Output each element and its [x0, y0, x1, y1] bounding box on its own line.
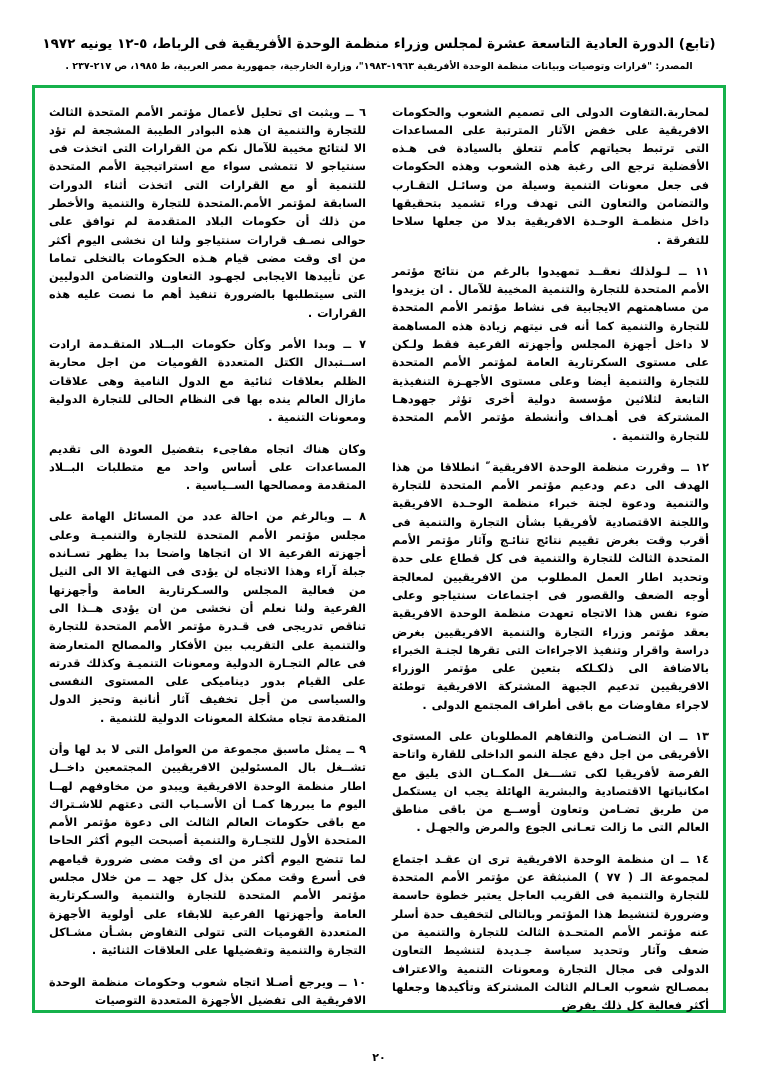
column-right [392, 104, 709, 1013]
column-left [49, 104, 366, 1007]
two-column-body [49, 104, 709, 1013]
paragraph: وكان هناك اتجاه مفاجىء بتفضيل العودة الى تقديم المساعدات على أساس واحد مع متطلبات البــلاد المتقدمة ومصالحها الســياسية . [49, 442, 366, 493]
paragraph: ٩ ــ يمثل ماسبق مجموعة من العوامل التى لا بد لها وأن تشــغل بال المسئولين الافريقيين المجتمعين داخــل اطار منظمة الوحدة الافريقية ويبدو من مخاوفهم لهــا اليوم ما يبررها كمـا أن الأسـباب التى دعتهم للاشـتراك مع باقى حكومات العالم الثالث الى دعوة مؤتمر الأمم المتحدة الأول للتجـارة والتنمية أصبحت اليوم أكثر الحاحا لما تتضح اليوم أكثر من اى وقت مضى ضرورة قيامهم فى أسرع وقت ممكن بذل كل جهد ــ من خلال مجلس مؤتمر الأمم المتحدة للتجارة والتنمية والسـكرتارية العامة وأجهزتها الفرعية للابقاء على أولوية الأجهزة المتعددة القوميات التى تتولى التفاوض بشـأن مشـاكل التجارة والتنمية وتفضيلها على العلاقات الثنائية . [49, 743, 366, 958]
content-frame [32, 85, 726, 1013]
paragraph: لمحاربة.التفاوت الدولى الى تصميم الشعوب والحكومات الافريقية على خفض الآثار المترتبة على المساعدات التى ترتبط بحياتهم كأمم تتعلق بالسيادة فى هـذه الأفضلية ترجع الى رغبة هذه الشعوب وهذه الحكومات فى جعل معونات التنمية وسيلة من وسائـل التقـارب والتضامن والتعاون التى تهدف وراء تشميد بتحقيقها داخل منظمـة الوحـدة الافريقية بدلا من جعلها سلاحا للتفرقة . [392, 105, 709, 247]
paragraph: ١٤ ــ ان منظمة الوحدة الافريقية ترى ان عقـد اجتماع لمجموعة الـ ( ٧٧ ) المنبثقة عن مؤتمر الأمم المتحدة للتجارة والتنمية فى القريب العاجل يعتبر خطوة حاسمة وضرورة لتنشيط هذا المؤتمر وبالتالى لتخفيف حدة أسلر عنه مؤتمر الأمم المتحـدة الثالث للتجارة والتنمية من ضعف وآثار وتحديد سياسة جـديدة لتنشيط التعاون الدولى فى مجال التجارة ومعونات التنمية والاعتراف بمصـالح شعوب العـالم الثالث المشتركة وتأكيدها وجعلها أكثر فعالية كل ذلك يفرض [392, 852, 709, 1013]
source-line: المصدر: "قرارات وتوصيات وبيانات منظمة الوحدة الأفريقية ١٩٦٣-١٩٨٣"، وزارة الخارجية، جمهورية مصر العربية، ط ١٩٨٥، ص ٢١٧-٢٣٧ . [65, 61, 693, 73]
paragraph: ١٢ ــ وقررت منظمة الوحدة الافريقية ّ انطلاقا من هذا الهدف الى دعم ودعيم مؤتمر الأمم المتحدة للتجارة والتنمية ودعوة لجنة خبراء منظمة الوحـدة الافريقية واللجنة الاقتصادية لأفريقيا بشأن التجارة والتنمية فى أقرب وقت بغرض تقييم نتائج تنائـج وآثار مؤتمر الأمم المتحدة الثالث للتجارة والتنمية فى كل قطاع على حدة وتحديد اطار العمل المطلوب من الافريقيين لمعالجة أوجه الضعف والقصور فى اجتماعات سنتياجو وعلى ضوء نفس هذا الاتجاه تعهدت منظمة الوحدة الافريقية بعقد مؤتمر وزراء التجارة والتنمية الافريقيين بغرض دراسة واقرار وتنفيذ الاجراءات التى تقرها لجنـة الخبراء بالاضافة الى ذلكـلكه بتعين على مؤتمر الوزراء الافريقيين تدعيم الجبهة المشتركة الافريقية توطئة لاجراء مفاوضات مع باقى أطراف المجتمع الدولى . [392, 460, 709, 712]
paragraph: ١١ ــ لـولذلك نعقــد تمهيدوا بالرغم من نتائج مؤتمر الأمم المتحدة للتجارة والتنمية المخيبة للآمال . ان يزيدوا من مساهمتهم الايجابية فى نشاط مؤتمر الأمم المتحدة للتجارة والتنمية كما أنه فى نيتهم زيادة هذه المساهمة لا داخل أجهزة المجلس وأجهزته الفرعية فقط ولـكن على مستوى السكرتارية العامة لمؤتمر الأمم المتحدة للتجارة والتنمية أيضا وعلى مستوى الأجهـزة التنفيذية التابعة لثلاثين مؤسسة دولية أخرى تؤثر جهودهـا المشتركة فى أهـداف وأنشطة مؤتمر الأمم المتحدة للتجارة والتنمية . [392, 264, 709, 443]
paragraph: ٦ ــ ويثبت اى تحليل لأعمال مؤتمر الأمم المتحدة الثالث للتجارة والتنمية ان هذه البوادر الطيبة المشجعة لم تؤد الا لنتائج مخيبة للآمال نكم من القرارات التى اتخذت فى سنتياجو لا تتمشى سواء مع استراتيجية الأمم المتحدة للتنمية أو مع القرارات التى اتخذت أثناء الدورات السابقة لمؤتمر الأمم.المتحدة للتجارة والتنمية والأخطر من ذلك أن حكومات البلاد المتقدمة لم توافق على حوالى نصـف قرارات سنتياجو ولنا ان نخشى اليوم أكثر من اى وقت مضى قيام هـذه الحكومات بالتخلى تماما عن تأييدها الايجابى لجهـود التعاون والتضامن الدوليين التى سيتطلبها بالضرورة تنفيذ أهم ما نصت عليه هذه القرارات . [49, 105, 366, 320]
page-number: ٢٠ [372, 1051, 386, 1064]
paragraph: ٧ ــ وبدا الأمر وكأن حكومات البــلاد المتقـدمة ارادت اســتبدال الكتل المتعددة القوميات من اجل محاربة الظلم بعلاقات ثنائية مع الدول النامية وهى علاقات مازال العالم ينده بها فى النظام الحالى للتجارة الدولية ومعونات التنمية . [49, 338, 366, 425]
paragraph: ١٣ ــ ان التضـامن والتفاهم المطلوبان على المستوى الأفريقى من اجل دفع عجلة النمو الداخلى للقارة واتاحة الفرصة لأفريقيا لكى تشـــغل المكــان الذى يليق مع امكانياتها الاقتصادية والبشرية الهائلة يجب ان يستكمل من طريق تضـامن وتعاون أوســع من باقى مناطق العالم التى ما زالت تعـانى الجوع والمرض والجهـل . [392, 730, 709, 835]
paragraph: ٨ ــ وبالرغم من احالة عدد من المسائل الهامة على مجلس مؤتمر الأمم المتحدة للتجارة والتنميـة وعلى أجهزته الفرعية الا ان اتجاها واضحا بدا يظهر تسـانده جبلة آراء وهذا الاتجاه لن يؤدى فى النهاية الا الى النيل من فعالية المجلس والسـكرتارية العامة وأجهزتها الفرعية ولنا نعلم أن نخشى من ان يؤدى هــذا الى تناقص تدريجى فى قـدرة مؤتمر الأمم المتحدة للتجارة والتنمية على التقريب بين الأفكار والمصالح المتعارضة فى عالم التجـارة الدولية ومعونات التنميـة وكذلك قدرته على القيام بدور ديناميكى على المستوى النفسى والسياسى من أجل تخفيف آثار أنانية وتحيز الدول المتقدمة تجاه مشكلة المعونات الدولية للتنمية . [49, 510, 366, 725]
page-title: (تابع) الدورة العادية التاسعة عشرة لمجلس وزراء منظمة الوحدة الأفريقية فى الرباط، ٥-١٢ يونيه ١٩٧٢ [42, 36, 716, 52]
paragraph: ١٠ ــ ويرجع أصـلا اتجاه شعوب وحكومات منظمة الوحدة الافريقية الى تفضيل الأجهزة المتعددة التوصيات [49, 975, 366, 1007]
